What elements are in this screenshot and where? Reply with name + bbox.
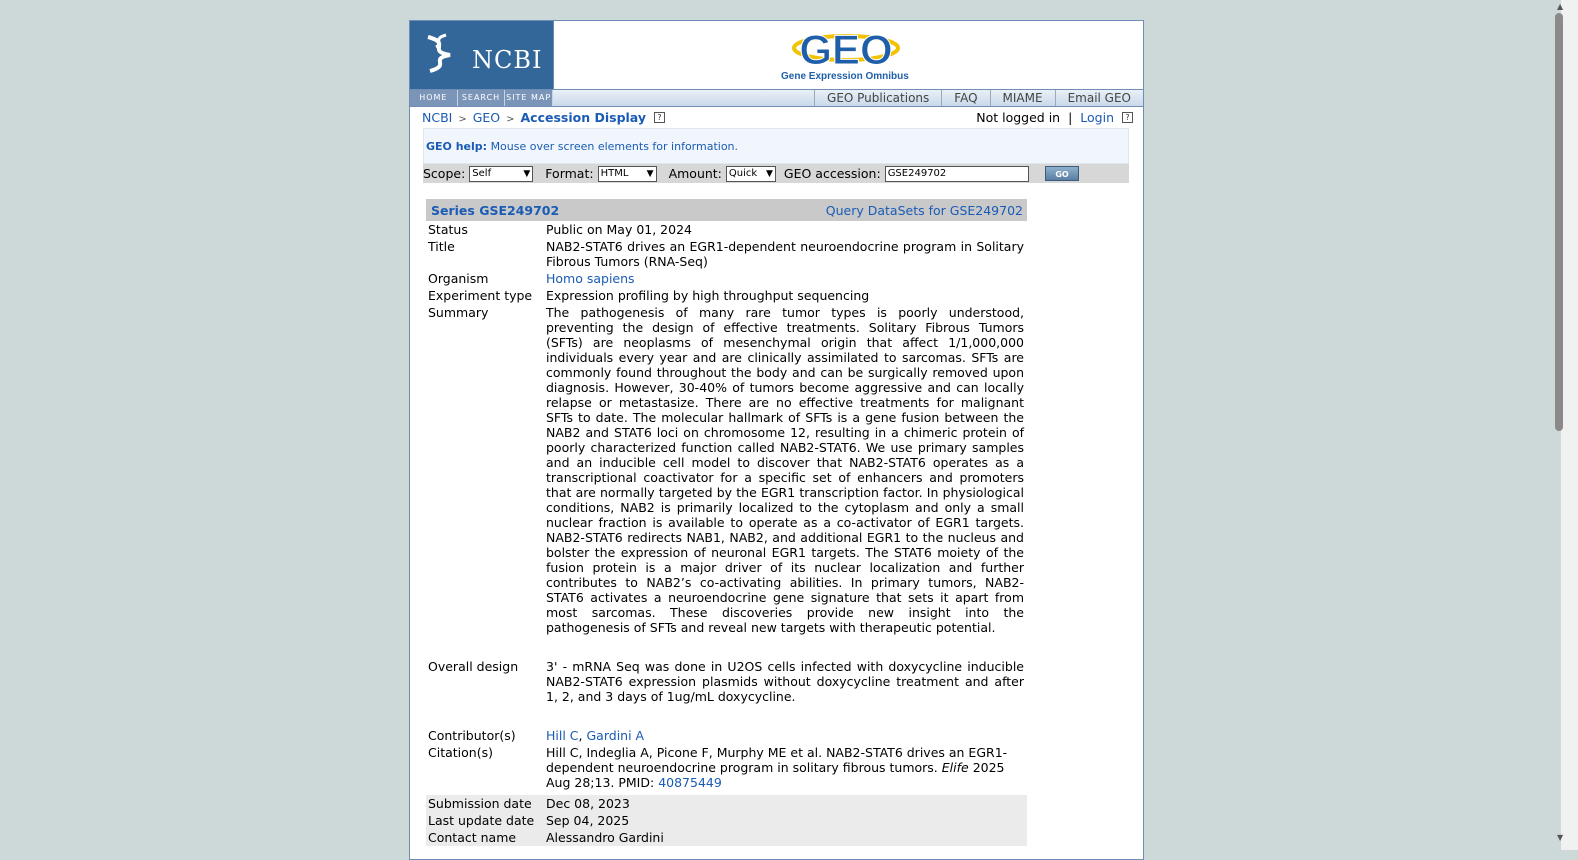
overall-design-value: 3' - mRNA Seq was done in U2OS cells infected with doxycycline inducible NAB2-STAT6 expression plasmids without doxycycline treatment and after 1, 2, and 3 days of 1ug/mL doxycycline.	[546, 659, 1024, 704]
title-row	[426, 238, 1027, 270]
ncbi-nav	[410, 90, 553, 106]
geo-logo[interactable]	[553, 21, 1143, 89]
nav-search[interactable]: SEARCH	[458, 90, 506, 106]
status-value: Public on May 01, 2024	[546, 222, 692, 237]
submission-date-row	[426, 795, 1027, 812]
citation-label: Citation(s)	[428, 745, 493, 760]
submission-date-value: Dec 08, 2023	[546, 796, 630, 811]
nav-home[interactable]: HOME	[410, 90, 458, 106]
chevron-down-icon: ▼	[646, 168, 654, 179]
vertical-scrollbar[interactable]	[1561, 0, 1578, 850]
nav-geo-publications[interactable]: GEO Publications	[814, 90, 941, 106]
page-frame	[409, 20, 1144, 860]
scope-select[interactable]	[469, 166, 533, 182]
help-icon[interactable]: ?	[654, 112, 665, 123]
breadcrumb-ncbi[interactable]: NCBI	[422, 110, 453, 125]
login-divider: |	[1068, 110, 1073, 125]
series-title: Series GSE249702	[431, 202, 560, 218]
nav-miame[interactable]: MIAME	[990, 90, 1055, 106]
submission-date-label: Submission date	[428, 796, 532, 811]
citation-journal: Elife	[941, 760, 969, 775]
geo-nav	[814, 90, 1143, 106]
overall-design-row	[426, 658, 1027, 705]
login-link[interactable]: Login	[1080, 110, 1115, 125]
ncbi-logo[interactable]	[410, 21, 554, 89]
format-label: Format:	[545, 166, 594, 181]
help-icon[interactable]: ?	[1122, 112, 1133, 123]
contributors-row	[426, 727, 1027, 744]
dna-helix-icon	[422, 33, 458, 73]
contributor-link[interactable]: Hill C	[546, 728, 579, 743]
breadcrumb-current: Accession Display	[520, 110, 647, 125]
contact-name-label: Contact name	[428, 830, 517, 845]
amount-select[interactable]	[726, 166, 776, 182]
chevron-down-icon: ▼	[523, 168, 531, 179]
title-value: NAB2-STAT6 drives an EGR1-dependent neuroendocrine program in Solitary Fibrous Tumors (RNA-Seq)	[546, 239, 1024, 269]
title-label: Title	[428, 239, 455, 254]
geo-help-bar	[423, 128, 1129, 164]
contact-name-row	[426, 829, 1027, 846]
breadcrumb	[422, 110, 665, 125]
summary-value: The pathogenesis of many rare tumor types is poorly understood, preventing the design of effective treatments. Solitary Fibrous Tumors (SFTs) are neoplasms of mesenchymal origin that affect 1/1,000,000 individuals every year and are clinically assimilated to sarcomas. SFTs are commonly found throughout the body and can be surgically removed upon diagnosis. However, 30-40% of tumors become aggressive and can locally relapse or metastasize. There are no effective treatments for malignant SFTs to date. The molecular hallmark of SFTs is a gene fusion between the NAB2 and STAT6 loci on chromosome 12, resulting in a chimeric protein of poorly characterized function called NAB2-STAT6. We use primary samples and an inducible cell model to discover that NAB2-STAT6 operates as a transcriptional coactivator for a specific set of enhancers and promoters that are normally targeted by the EGR1 transcription factor. In physiological conditions, NAB2 is primarily localized to the cytoplasm and only a small nuclear fraction is available to operate as a co-activator of EGR1 targets. NAB2-STAT6 redirects NAB1, NAB2, and additional EGR1 to the nucleus and bolster the expression of neuronal EGR1 targets. The STAT6 moiety of the fusion protein is a major driver of its nuclear localization and further contributes to NAB2’s co-activating abilities. In primary tumors, NAB2-STAT6 activates a neuroendocrine gene signature that sets it apart from most sarcomas. These discoveries provide new insight into the pathogenesis of SFTs and reveal new targets with therapeutic potential.	[546, 305, 1024, 635]
contributors-label: Contributor(s)	[428, 728, 516, 743]
geo-subtitle: Gene Expression Omnibus	[781, 71, 909, 82]
nav-email-geo[interactable]: Email GEO	[1055, 90, 1143, 106]
status-row	[426, 221, 1027, 238]
ncbi-logo-text: NCBI	[472, 46, 543, 74]
format-select[interactable]	[598, 166, 657, 182]
scroll-up-arrow-icon[interactable]: ▲	[1557, 2, 1564, 11]
summary-label: Summary	[428, 305, 489, 320]
scope-label: Scope:	[423, 166, 466, 181]
accession-form	[423, 164, 1129, 183]
amount-value: Quick	[728, 167, 758, 179]
help-label: GEO help:	[426, 140, 488, 153]
chevron-down-icon: ▼	[765, 168, 773, 179]
nav-faq[interactable]: FAQ	[941, 90, 989, 106]
organism-link[interactable]: Homo sapiens	[546, 271, 635, 286]
citation-text: Hill C, Indeglia A, Picone F, Murphy ME et al. NAB2-STAT6 drives an EGR1-dependent neuroendocrine program in solitary fibrous tumors.	[546, 745, 1008, 775]
last-update-row	[426, 812, 1027, 829]
contributor-link[interactable]: Gardini A	[586, 728, 645, 743]
overall-design-label: Overall design	[428, 659, 519, 674]
experiment-type-row	[426, 287, 1027, 304]
contact-name-value: Alessandro Gardini	[546, 830, 664, 845]
last-update-value: Sep 04, 2025	[546, 813, 630, 828]
accession-input[interactable]	[885, 166, 1029, 182]
citation-date: 2025 Aug 28;13. PMID:	[546, 760, 1005, 790]
nav-bar	[410, 89, 1143, 107]
nav-site-map[interactable]: SITE MAP	[505, 90, 553, 106]
help-text: Mouse over screen elements for information.	[490, 140, 739, 153]
last-update-label: Last update date	[428, 813, 535, 828]
format-value: HTML	[600, 167, 629, 179]
organism-label: Organism	[428, 271, 489, 286]
login-area	[976, 110, 1133, 125]
scroll-down-arrow-icon[interactable]: ▼	[1557, 833, 1564, 842]
dates-block	[426, 795, 1027, 846]
scrollbar-thumb[interactable]	[1555, 13, 1563, 431]
breadcrumb-separator: >	[506, 114, 515, 125]
experiment-type-label: Experiment type	[428, 288, 533, 303]
contributor-separator: ,	[578, 728, 583, 743]
breadcrumb-separator: >	[458, 114, 467, 125]
accession-label: GEO accession:	[783, 166, 881, 181]
organism-row	[426, 270, 1027, 287]
geo-logo-graphic	[553, 21, 1143, 71]
geo-logo-text: GEO	[799, 26, 893, 71]
amount-label: Amount:	[668, 166, 722, 181]
login-status: Not logged in	[976, 110, 1061, 125]
citation-row	[426, 744, 1027, 791]
breadcrumb-geo[interactable]: GEO	[472, 110, 501, 125]
go-button[interactable]: GO	[1045, 166, 1079, 181]
status-label: Status	[428, 222, 468, 237]
experiment-type-value: Expression profiling by high throughput sequencing	[546, 288, 870, 303]
query-datasets-link[interactable]: Query DataSets for GSE249702	[825, 202, 1023, 218]
scope-value: Self	[472, 167, 492, 179]
series-header	[426, 199, 1027, 221]
summary-row	[426, 304, 1027, 636]
series-details	[426, 199, 1027, 846]
pmid-link[interactable]: 40875449	[658, 775, 722, 790]
